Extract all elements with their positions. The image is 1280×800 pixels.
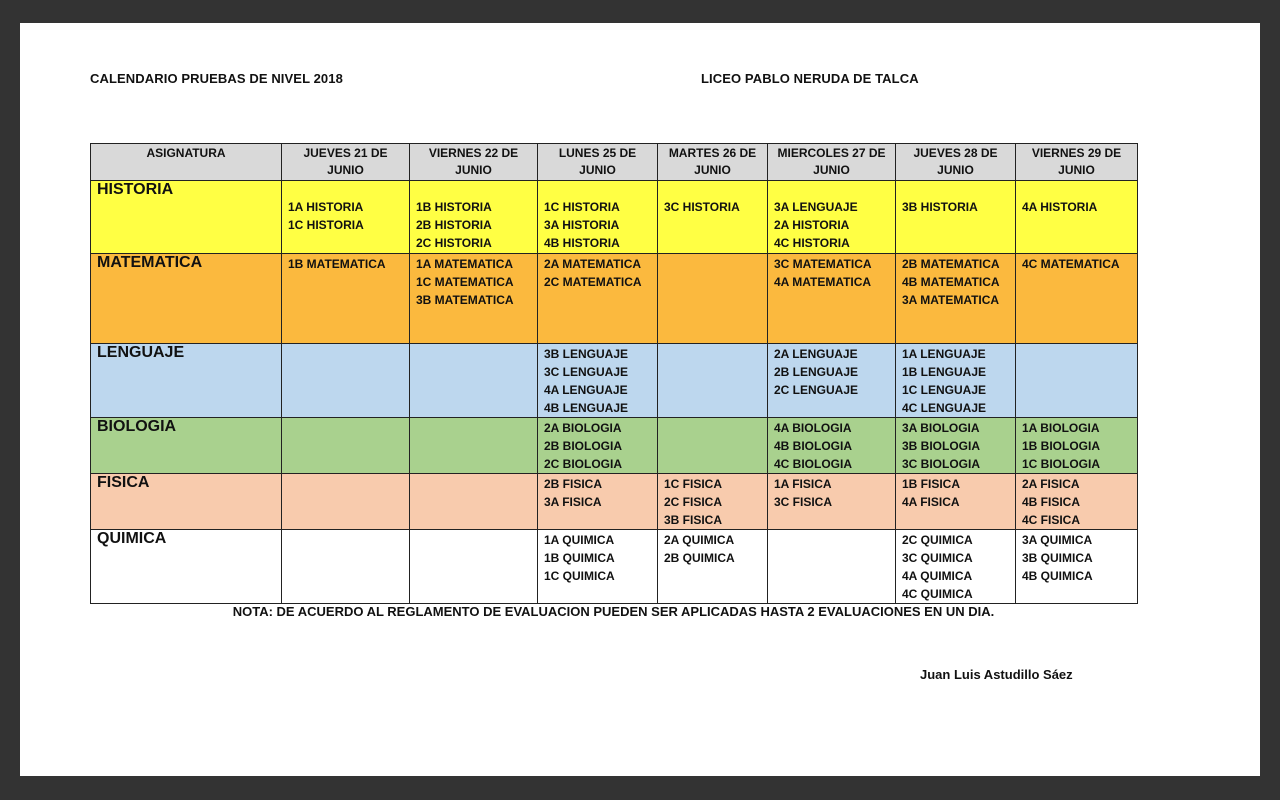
exam-entry: 1B BIOLOGIA: [1022, 439, 1101, 453]
schedule-cell: [768, 254, 896, 344]
schedule-cell: [282, 474, 410, 530]
exam-entry: 4A MATEMATICA: [774, 275, 872, 289]
schedule-cell: [1016, 181, 1138, 254]
schedule-cell: [282, 530, 410, 604]
exam-entry: 2C QUIMICA: [902, 533, 973, 547]
schedule-cell: [538, 344, 658, 418]
schedule-cell: [282, 254, 410, 344]
schedule-cell: [658, 254, 768, 344]
column-header: JUEVES 28 DE JUNIO: [896, 144, 1016, 181]
exam-entry: 1A BIOLOGIA: [1022, 421, 1100, 435]
schedule-cell: [282, 344, 410, 418]
exam-entry: 3A MATEMATICA: [902, 293, 1000, 307]
subject-label: QUIMICA: [91, 530, 282, 604]
exam-entry: 3A BIOLOGIA: [902, 421, 980, 435]
exam-entry: 4B LENGUAJE: [544, 401, 629, 415]
exam-entry: 4A FISICA: [902, 495, 960, 509]
subject-label: HISTORIA: [91, 181, 282, 254]
schedule-cell: [658, 418, 768, 474]
exam-entry: 2C LENGUAJE: [774, 383, 859, 397]
exam-entry: 4C MATEMATICA: [1022, 257, 1120, 271]
schedule-cell: [538, 474, 658, 530]
exam-entry: 4B MATEMATICA: [902, 275, 1000, 289]
exam-entry: 4A QUIMICA: [902, 569, 973, 583]
exam-entry: 3B HISTORIA: [902, 200, 978, 214]
exam-entry: 1A QUIMICA: [544, 533, 615, 547]
exam-entry: 3C LENGUAJE: [544, 365, 629, 379]
table-header-row: [91, 144, 1138, 181]
schedule-cell: [410, 418, 538, 474]
schedule-cell: [768, 181, 896, 254]
exam-entry: 2A FISICA: [1022, 477, 1080, 491]
exam-entry: 3A FISICA: [544, 495, 602, 509]
table-row: [91, 181, 1138, 254]
schedule-cell: [1016, 418, 1138, 474]
schedule-cell: [768, 344, 896, 418]
schedule-cell: [538, 254, 658, 344]
table-row: [91, 474, 1138, 530]
exam-entry: 4C FISICA: [1022, 513, 1081, 527]
column-header: MIERCOLES 27 DE JUNIO: [768, 144, 896, 181]
document-title: CALENDARIO PRUEBAS DE NIVEL 2018: [90, 71, 343, 86]
column-header: ASIGNATURA: [91, 144, 282, 181]
exam-entry: 2B HISTORIA: [416, 218, 492, 232]
school-name: LICEO PABLO NERUDA DE TALCA: [701, 71, 919, 86]
schedule-cell: [896, 181, 1016, 254]
schedule-cell: [282, 418, 410, 474]
table-row: [91, 418, 1138, 474]
exam-entry: 1B LENGUAJE: [902, 365, 987, 379]
exam-entry: 3A LENGUAJE: [774, 200, 858, 214]
exam-entry: 3B MATEMATICA: [416, 293, 514, 307]
exam-entry: 2C MATEMATICA: [544, 275, 642, 289]
exam-entry: 3B BIOLOGIA: [902, 439, 981, 453]
schedule-cell: [896, 254, 1016, 344]
exam-entry: 3A HISTORIA: [544, 218, 620, 232]
schedule-cell: [896, 530, 1016, 604]
signature: Juan Luis Astudillo Sáez: [920, 667, 1073, 682]
exam-entry: 4B QUIMICA: [1022, 569, 1093, 583]
exam-entry: 3B QUIMICA: [1022, 551, 1093, 565]
column-header: LUNES 25 DE JUNIO: [538, 144, 658, 181]
schedule-cell: [768, 530, 896, 604]
table-row: [91, 344, 1138, 418]
exam-entry: 2C FISICA: [664, 495, 723, 509]
exam-entry: 1B HISTORIA: [416, 200, 492, 214]
subject-label: BIOLOGIA: [91, 418, 282, 474]
schedule-cell: [768, 418, 896, 474]
schedule-cell: [1016, 474, 1138, 530]
exam-entry: 2A HISTORIA: [774, 218, 850, 232]
schedule-cell: [410, 344, 538, 418]
schedule-cell: [1016, 344, 1138, 418]
exam-entry: 1B QUIMICA: [544, 551, 615, 565]
exam-entry: 1A MATEMATICA: [416, 257, 514, 271]
exam-entry: 3A QUIMICA: [1022, 533, 1093, 547]
subject-label: FISICA: [91, 474, 282, 530]
note-text: NOTA: DE ACUERDO AL REGLAMENTO DE EVALUACION PUEDEN SER APLICADAS HASTA 2 EVALUACIONES EN UN DIA.: [232, 604, 995, 619]
exam-entry: 2B BIOLOGIA: [544, 439, 623, 453]
schedule-cell: [768, 474, 896, 530]
exam-entry: 2A LENGUAJE: [774, 347, 858, 361]
exam-entry: 1B FISICA: [902, 477, 961, 491]
exam-entry: 3C FISICA: [774, 495, 833, 509]
exam-entry: 2B FISICA: [544, 477, 603, 491]
exam-entry: 3C HISTORIA: [664, 200, 740, 214]
exam-entry: 2C HISTORIA: [416, 236, 492, 250]
schedule-cell: [410, 530, 538, 604]
schedule-cell: [896, 418, 1016, 474]
exam-entry: 1B MATEMATICA: [288, 257, 386, 271]
exam-entry: 1C MATEMATICA: [416, 275, 514, 289]
subject-label: LENGUAJE: [91, 344, 282, 418]
schedule-cell: [658, 181, 768, 254]
schedule-cell: [538, 530, 658, 604]
exam-entry: 1C HISTORIA: [544, 200, 620, 214]
exam-entry: 4B HISTORIA: [544, 236, 620, 250]
column-header: VIERNES 29 DE JUNIO: [1016, 144, 1138, 181]
document-page: [20, 23, 1260, 776]
schedule-cell: [1016, 530, 1138, 604]
exam-entry: 2A QUIMICA: [664, 533, 735, 547]
exam-entry: 3C QUIMICA: [902, 551, 973, 565]
subject-label: MATEMATICA: [91, 254, 282, 344]
schedule-cell: [410, 181, 538, 254]
exam-entry: 1C LENGUAJE: [902, 383, 987, 397]
schedule-cell: [538, 418, 658, 474]
exam-entry: 1C QUIMICA: [544, 569, 615, 583]
exam-entry: 2B MATEMATICA: [902, 257, 1000, 271]
exam-entry: 1C FISICA: [664, 477, 723, 491]
schedule-cell: [410, 474, 538, 530]
schedule-cell: [1016, 254, 1138, 344]
column-header: JUEVES 21 DE JUNIO: [282, 144, 410, 181]
exam-entry: 2A BIOLOGIA: [544, 421, 622, 435]
exam-entry: 2B QUIMICA: [664, 551, 735, 565]
exam-entry: 2B LENGUAJE: [774, 365, 859, 379]
table-row: [91, 530, 1138, 604]
exam-entry: 4B BIOLOGIA: [774, 439, 853, 453]
exam-entry: 3B LENGUAJE: [544, 347, 629, 361]
exam-entry: 1C HISTORIA: [288, 218, 364, 232]
exam-entry: 3C BIOLOGIA: [902, 457, 981, 471]
schedule-cell: [658, 474, 768, 530]
schedule-cell: [410, 254, 538, 344]
column-header: MARTES 26 DE JUNIO: [658, 144, 768, 181]
exam-entry: 1C BIOLOGIA: [1022, 457, 1101, 471]
exam-entry: 2A MATEMATICA: [544, 257, 642, 271]
schedule-cell: [538, 181, 658, 254]
exam-calendar-table: [90, 143, 1138, 604]
exam-entry: 4C HISTORIA: [774, 236, 850, 250]
exam-entry: 1A HISTORIA: [288, 200, 364, 214]
schedule-cell: [896, 474, 1016, 530]
schedule-cell: [282, 181, 410, 254]
exam-entry: 3B FISICA: [664, 513, 723, 527]
exam-entry: 4A HISTORIA: [1022, 200, 1098, 214]
exam-entry: 1A FISICA: [774, 477, 832, 491]
exam-entry: 1A LENGUAJE: [902, 347, 986, 361]
exam-entry: 4C BIOLOGIA: [774, 457, 853, 471]
column-header: VIERNES 22 DE JUNIO: [410, 144, 538, 181]
schedule-cell: [658, 530, 768, 604]
exam-entry: 4C QUIMICA: [902, 587, 973, 601]
exam-entry: 4A BIOLOGIA: [774, 421, 852, 435]
exam-entry: 3C MATEMATICA: [774, 257, 872, 271]
schedule-cell: [658, 344, 768, 418]
schedule-cell: [896, 344, 1016, 418]
exam-entry: 4C LENGUAJE: [902, 401, 987, 415]
exam-entry: 4A LENGUAJE: [544, 383, 628, 397]
exam-entry: 4B FISICA: [1022, 495, 1081, 509]
table-row: [91, 254, 1138, 344]
exam-entry: 2C BIOLOGIA: [544, 457, 623, 471]
